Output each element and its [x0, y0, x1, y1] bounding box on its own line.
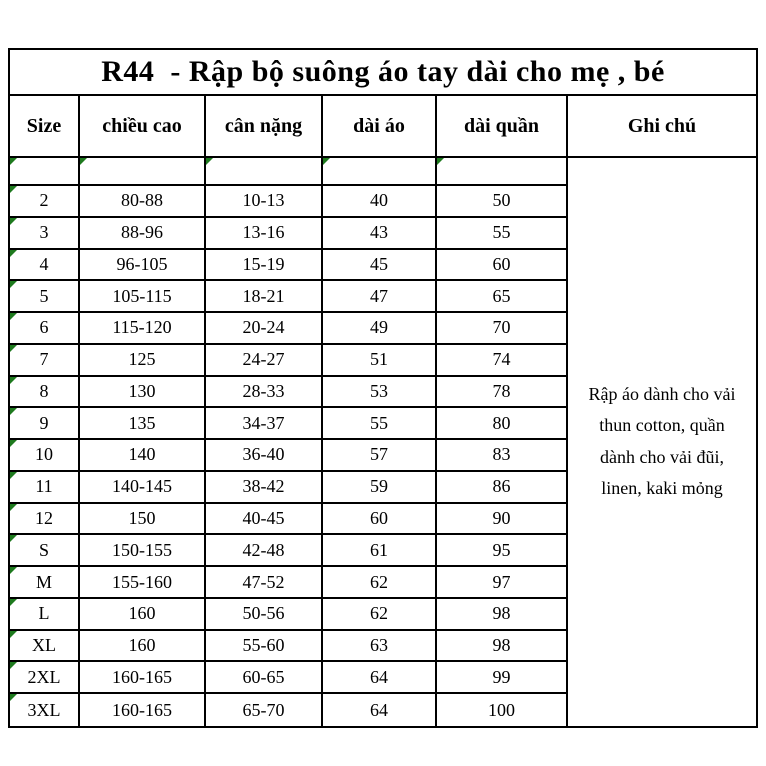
cell-text: 5: [39, 285, 49, 306]
excel-flag-icon: [206, 158, 213, 165]
size-cell: [10, 535, 80, 567]
header-label: dài quần: [463, 114, 540, 137]
cell-text: 7: [39, 349, 49, 370]
chart-title: R44 - Rập bộ suông áo tay dài cho mẹ , bé: [10, 50, 756, 96]
value-cell: [80, 408, 206, 440]
cell-text: 18-21: [242, 285, 285, 306]
value-cell: [80, 694, 206, 726]
excel-flag-icon: [10, 218, 17, 225]
value-cell: [206, 567, 323, 599]
excel-flag-icon: [323, 158, 330, 165]
value-cell: [206, 345, 323, 377]
cell-text: 49: [370, 317, 388, 338]
value-cell: [323, 662, 437, 694]
value-cell: [323, 408, 437, 440]
cell-text: 50: [492, 190, 511, 211]
value-cell: [206, 599, 323, 631]
value-cell: [437, 472, 568, 504]
excel-flag-icon: [10, 694, 17, 701]
value-cell: [80, 472, 206, 504]
value-cell: [323, 535, 437, 567]
cell-text: 80-88: [121, 190, 163, 211]
size-cell: [10, 662, 80, 694]
cell-text: 57: [370, 444, 388, 465]
cell-text: M: [35, 571, 52, 592]
cell-text: L: [38, 603, 50, 624]
excel-flag-icon: [10, 377, 17, 384]
cell-text: 160-165: [112, 699, 172, 720]
header-chieu-cao: [80, 96, 206, 158]
cell-text: 83: [492, 444, 511, 465]
excel-flag-icon: [10, 599, 17, 606]
value-cell: [80, 535, 206, 567]
cell-text: 98: [492, 635, 511, 656]
header-label: Size: [26, 114, 62, 137]
cell-text: 6: [39, 317, 49, 338]
value-cell: [323, 567, 437, 599]
value-cell: [80, 313, 206, 345]
value-cell: [323, 186, 437, 218]
cell-text: 65: [492, 285, 511, 306]
spacer-cell: [437, 158, 568, 186]
value-cell: [206, 694, 323, 726]
spacer-cell: [10, 158, 80, 186]
cell-text: 59: [370, 476, 388, 497]
size-cell: [10, 694, 80, 726]
cell-text: 47-52: [242, 571, 285, 592]
header-dai-quan: [437, 96, 568, 158]
cell-text: 140: [128, 444, 156, 465]
cell-text: 13-16: [242, 222, 285, 243]
cell-text: 43: [370, 222, 388, 243]
value-cell: [80, 599, 206, 631]
cell-text: 36-40: [242, 444, 285, 465]
cell-text: 135: [128, 412, 156, 433]
value-cell: [80, 662, 206, 694]
spacer-cell: [80, 158, 206, 186]
value-cell: [323, 250, 437, 282]
value-cell: [323, 313, 437, 345]
header-dai-ao: [323, 96, 437, 158]
size-cell: [10, 567, 80, 599]
value-cell: [437, 694, 568, 726]
value-cell: [437, 535, 568, 567]
cell-text: 20-24: [242, 317, 285, 338]
size-cell: [10, 250, 80, 282]
cell-text: 2: [39, 190, 49, 211]
cell-text: 11: [35, 476, 53, 497]
cell-text: 95: [492, 539, 511, 560]
cell-text: 45: [370, 253, 388, 274]
size-chart-sheet: [8, 48, 758, 728]
value-cell: [80, 218, 206, 250]
cell-text: 8: [39, 380, 49, 401]
cell-text: 140-145: [112, 476, 172, 497]
header-label: chiều cao: [102, 114, 182, 137]
cell-text: 34-37: [242, 412, 285, 433]
value-cell: [437, 281, 568, 313]
value-cell: [323, 440, 437, 472]
value-cell: [437, 631, 568, 663]
cell-text: 60-65: [242, 666, 285, 687]
value-cell: [206, 186, 323, 218]
cell-text: 55-60: [242, 635, 285, 656]
cell-text: 60: [370, 508, 388, 529]
cell-text: 62: [370, 571, 388, 592]
cell-text: 40-45: [242, 508, 285, 529]
value-cell: [437, 186, 568, 218]
value-cell: [80, 504, 206, 536]
header-size: [10, 96, 80, 158]
value-cell: [323, 504, 437, 536]
cell-text: 38-42: [242, 476, 285, 497]
value-cell: [80, 281, 206, 313]
cell-text: 55: [370, 412, 388, 433]
value-cell: [206, 440, 323, 472]
excel-flag-icon: [10, 504, 17, 511]
cell-text: 90: [492, 508, 511, 529]
spacer-cell: [206, 158, 323, 186]
size-cell: [10, 377, 80, 409]
cell-text: 63: [370, 635, 388, 656]
cell-text: 42-48: [242, 539, 285, 560]
size-cell: [10, 281, 80, 313]
excel-flag-icon: [10, 440, 17, 447]
size-cell: [10, 472, 80, 504]
cell-text: XL: [32, 635, 56, 656]
header-ghi-chu: [568, 96, 756, 158]
cell-text: 9: [39, 412, 49, 433]
cell-text: 80: [492, 412, 511, 433]
cell-text: 64: [370, 699, 388, 720]
cell-text: 53: [370, 380, 388, 401]
size-cell: [10, 504, 80, 536]
excel-flag-icon: [10, 186, 17, 193]
cell-text: 115-120: [112, 317, 172, 338]
header-label: cân nặng: [224, 114, 303, 137]
cell-text: 3XL: [27, 699, 61, 720]
value-cell: [437, 662, 568, 694]
cell-text: 15-19: [242, 253, 285, 274]
excel-flag-icon: [10, 250, 17, 257]
excel-flag-icon: [10, 408, 17, 415]
size-cell: [10, 218, 80, 250]
note-cell: [568, 158, 756, 726]
cell-text: 150-155: [112, 539, 172, 560]
cell-text: 105-115: [112, 285, 172, 306]
excel-flag-icon: [10, 535, 17, 542]
size-table: [10, 96, 756, 726]
value-cell: [437, 313, 568, 345]
value-cell: [323, 218, 437, 250]
excel-flag-icon: [10, 567, 17, 574]
value-cell: [206, 218, 323, 250]
cell-text: 99: [492, 666, 511, 687]
cell-text: 88-96: [121, 222, 163, 243]
cell-text: 160-165: [112, 666, 172, 687]
cell-text: 62: [370, 603, 388, 624]
size-cell: [10, 599, 80, 631]
value-cell: [206, 250, 323, 282]
value-cell: [206, 504, 323, 536]
cell-text: 96-105: [116, 253, 168, 274]
value-cell: [437, 345, 568, 377]
value-cell: [80, 345, 206, 377]
header-can-nang: [206, 96, 323, 158]
cell-text: 65-70: [242, 699, 285, 720]
value-cell: [80, 377, 206, 409]
cell-text: 78: [492, 380, 511, 401]
note-text: Rập áo dành cho vải thun cotton, quần dành cho vải đũi, linen, kaki mỏng: [588, 383, 736, 499]
value-cell: [323, 377, 437, 409]
value-cell: [80, 250, 206, 282]
cell-text: 70: [492, 317, 511, 338]
cell-text: 3: [39, 222, 49, 243]
excel-flag-icon: [80, 158, 87, 165]
cell-text: 10: [35, 444, 53, 465]
value-cell: [206, 377, 323, 409]
value-cell: [323, 472, 437, 504]
value-cell: [206, 408, 323, 440]
cell-text: 50-56: [242, 603, 285, 624]
size-cell: [10, 186, 80, 218]
value-cell: [323, 694, 437, 726]
cell-text: 160: [128, 603, 156, 624]
size-cell: [10, 408, 80, 440]
cell-text: 40: [370, 190, 388, 211]
value-cell: [437, 599, 568, 631]
cell-text: 130: [128, 380, 156, 401]
excel-flag-icon: [10, 472, 17, 479]
size-cell: [10, 313, 80, 345]
cell-text: 10-13: [242, 190, 285, 211]
value-cell: [437, 440, 568, 472]
value-cell: [206, 281, 323, 313]
value-cell: [80, 186, 206, 218]
cell-text: 98: [492, 603, 511, 624]
cell-text: 2XL: [27, 666, 61, 687]
size-cell: [10, 345, 80, 377]
cell-text: 86: [492, 476, 511, 497]
value-cell: [206, 662, 323, 694]
cell-text: 97: [492, 571, 511, 592]
cell-text: 4: [39, 253, 49, 274]
cell-text: 125: [128, 349, 156, 370]
cell-text: 160: [128, 635, 156, 656]
value-cell: [206, 313, 323, 345]
cell-text: 150: [128, 508, 156, 529]
value-cell: [323, 631, 437, 663]
spacer-cell: [323, 158, 437, 186]
cell-text: 155-160: [112, 571, 172, 592]
value-cell: [80, 567, 206, 599]
cell-text: 12: [35, 508, 53, 529]
excel-flag-icon: [10, 345, 17, 352]
excel-flag-icon: [10, 313, 17, 320]
excel-flag-icon: [437, 158, 444, 165]
value-cell: [323, 345, 437, 377]
value-cell: [80, 440, 206, 472]
cell-text: 47: [370, 285, 388, 306]
value-cell: [437, 567, 568, 599]
size-cell: [10, 631, 80, 663]
cell-text: 60: [492, 253, 511, 274]
excel-flag-icon: [10, 662, 17, 669]
size-cell: [10, 440, 80, 472]
value-cell: [323, 281, 437, 313]
cell-text: 24-27: [242, 349, 285, 370]
cell-text: 74: [492, 349, 511, 370]
cell-text: 28-33: [242, 380, 285, 401]
header-label: dài áo: [353, 114, 405, 137]
value-cell: [437, 218, 568, 250]
cell-text: 64: [370, 666, 388, 687]
excel-flag-icon: [10, 158, 17, 165]
value-cell: [323, 599, 437, 631]
cell-text: 51: [370, 349, 388, 370]
header-label: Ghi chú: [627, 114, 697, 137]
cell-text: 100: [488, 699, 515, 720]
value-cell: [437, 504, 568, 536]
value-cell: [437, 377, 568, 409]
excel-flag-icon: [10, 631, 17, 638]
cell-text: 55: [492, 222, 511, 243]
value-cell: [80, 631, 206, 663]
value-cell: [206, 472, 323, 504]
value-cell: [206, 631, 323, 663]
value-cell: [206, 535, 323, 567]
excel-flag-icon: [10, 281, 17, 288]
value-cell: [437, 408, 568, 440]
cell-text: 61: [370, 539, 388, 560]
value-cell: [437, 250, 568, 282]
cell-text: S: [38, 539, 49, 560]
